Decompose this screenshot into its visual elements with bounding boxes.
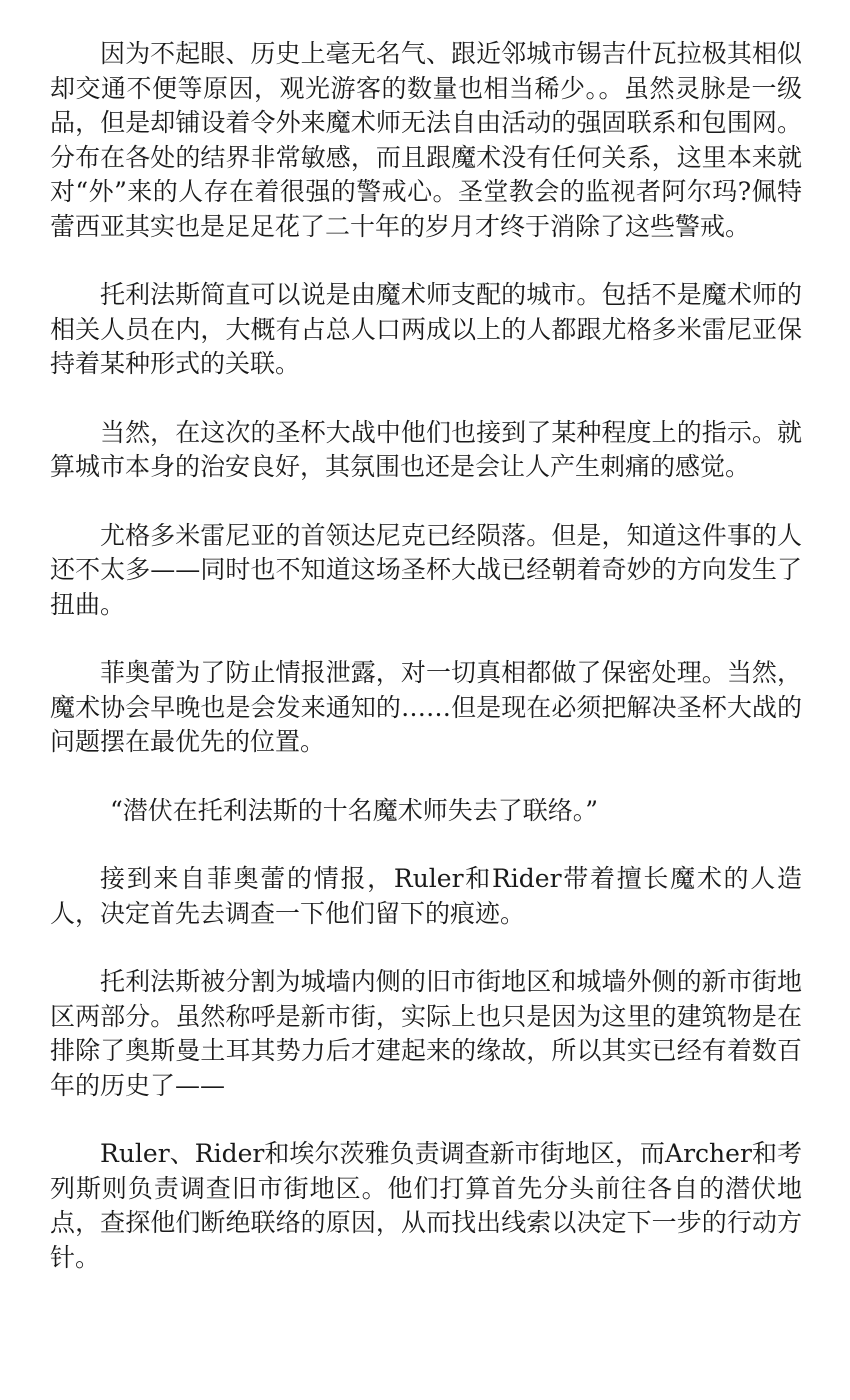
document-page: [50, 37, 802, 1309]
quoted-line: “潜伏在托利法斯的十名魔术师失去了联络。”: [110, 795, 599, 825]
paragraph-7: 接到来自菲奥蕾的情报，Ruler和Rider带着擅长魔术的人造人，决定首先去调查一下他们留下的痕迹。: [50, 864, 802, 928]
paragraph-3: 当然，在这次的圣杯大战中他们也接到了某种程度上的指示。就算城市本身的治安良好，其氛围也还是会让人产生刺痛的感觉。: [50, 417, 802, 481]
paragraph-2: 托利法斯简直可以说是由魔术师支配的城市。包括不是魔术师的相关人员在内，大概有占总人口两成以上的人都跟尤格多米雷尼亚保持着某种形式的关联。: [50, 280, 802, 378]
paragraph-9: Ruler、Rider和埃尔茨雅负责调查新市街地区，而Archer和考列斯则负责调查旧市街地区。他们打算首先分头前往各自的潜伏地点，查探他们断绝联络的原因，从而找出线索以决定下一步的行动方针。: [50, 1139, 802, 1272]
paragraph-1: 因为不起眼、历史上毫无名气、跟近邻城市锡吉什瓦拉极其相似却交通不便等原因，观光游客的数量也相当稀少。。虽然灵脉是一级品，但是却铺设着令外来魔术师无法自由活动的强固联系和包围网。分布在各处的结界非常敏感，而且跟魔术没有任何关系，这里本来就对“外”来的人存在着很强的警戒心。圣堂教会的监视者阿尔玛?佩特蕾西亚其实也是足足花了二十年的岁月才终于消除了这些警戒。: [50, 39, 802, 241]
paragraph-8: 托利法斯被分割为城墙内侧的旧市街地区和城墙外侧的新市街地区两部分。虽然称呼是新市街，实际上也只是因为这里的建筑物是在排除了奥斯曼土耳其势力后才建起来的缘故，所以其实已经有着数百年的历史了——: [50, 967, 802, 1100]
paragraph-4: 尤格多米雷尼亚的首领达尼克已经陨落。但是，知道这件事的人还不太多——同时也不知道这场圣杯大战已经朝着奇妙的方向发生了扭曲。: [50, 520, 802, 619]
paragraph-5: 菲奥蕾为了防止情报泄露，对一切真相都做了保密处理。当然，魔术协会早晚也是会发来通知的……但是现在必须把解决圣杯大战的问题摆在最优先的位置。: [50, 658, 802, 756]
